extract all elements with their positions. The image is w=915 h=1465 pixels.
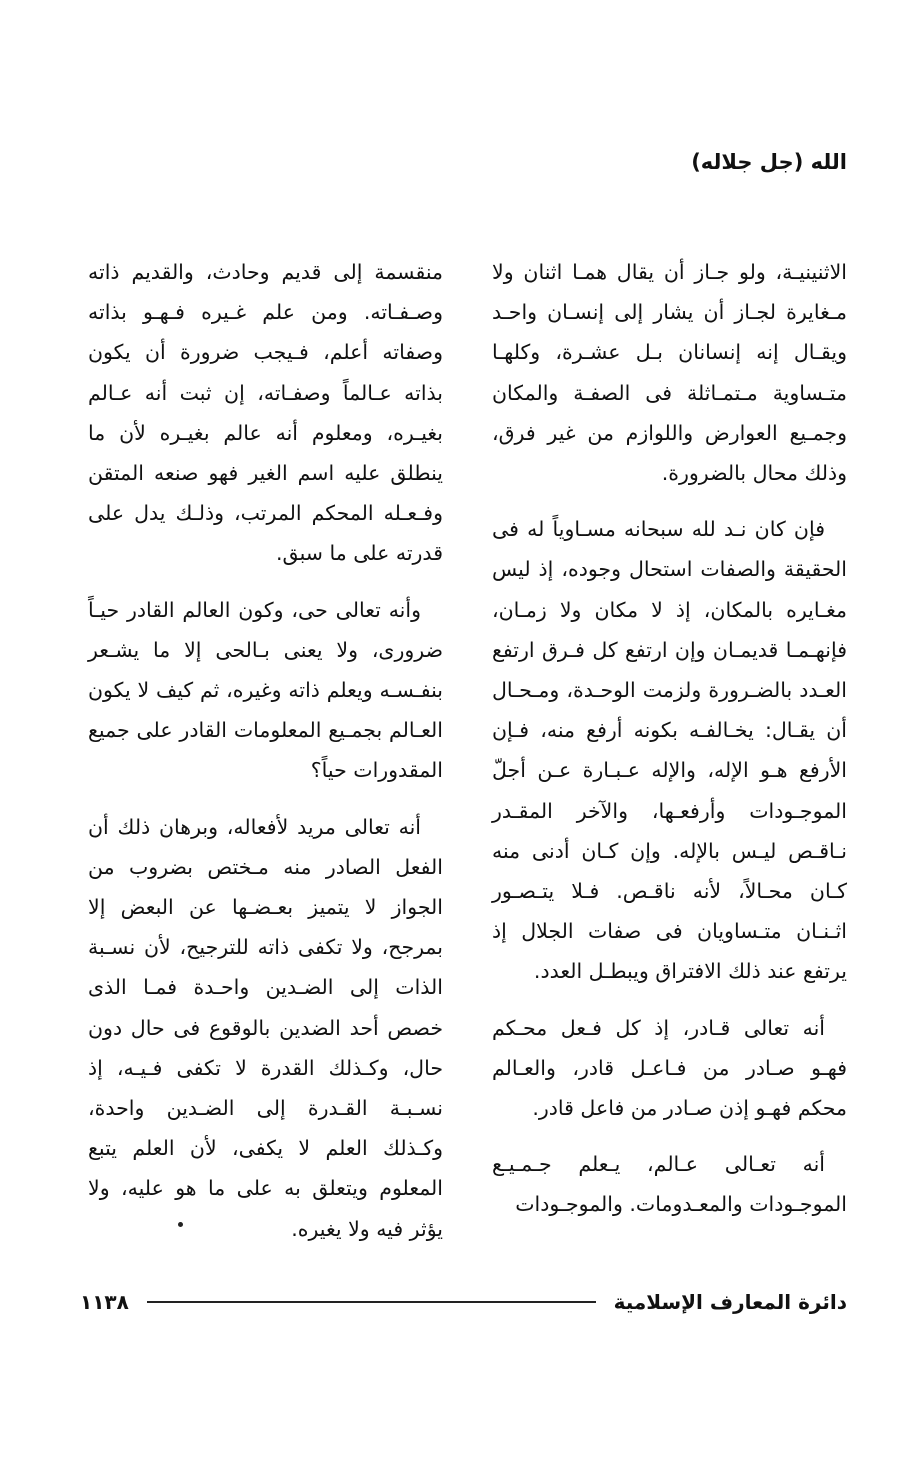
page-number: ١١٣٨: [80, 1290, 129, 1314]
left-column: [88, 252, 443, 1265]
paragraph: منقسمة إلى قديم وحادث، والقديم ذاته وصـفـاته. ومن علم غـيره فـهـو بذاته وصفاته أعلم، فـيجب ضرورة أن يكون بذاته عـالماً وصفـاته، إن ثبت أنه عـالم بغيـره، ومعلوم أنه عالم بغيـره لأن ما ينطلق عليه اسم الغير فهو صنعه المتقن وفـعـله المحكم المرتب، وذلـك يدل على قدرته على ما سبق.: [88, 260, 443, 566]
paragraph: فإن كان نـد لله سبحانه مسـاوياً له فى الحقيقة والصفات استحال وجوده، إذ ليس مغـايره بالمكان، إذ لا مكان ولا زمـان، فإنهـمـا قديمـان وإن ارتفع كل فـرق ارتفع العـدد بالضـرورة ولزمت الوحـدة، ومـحـال أن يقـال: يخـالفـه بكونه أرفع منه، فـإن الأرفع هـو الإله، والإله عـبـارة عـن أجلّ الموجـودات وأرفعـها، والآخر المقـدر نـاقـص ليـس بالإله. وإن كـان أدنى منه كـان محـالاً، لأنه ناقـص. فـلا يتـصـور اثـنـان متـساويان فى صفات الجلال إذ يرتفع عند ذلك الافتراق ويبطـل العدد.: [492, 517, 847, 984]
ink-dot: [178, 1222, 183, 1227]
publication-title: دائرة المعارف الإسلامية: [613, 1290, 847, 1314]
paragraph: أنه تعالى مريد لأفعاله، وبرهان ذلك أن الفعل الصادر منه مـختص بضروب من الجواز لا يتميز بعـضـها عن البعض إلا بمرجح، ولا تكفى ذاته للترجيح، لأن نسـبة الذات إلى الضـدين واحـدة فمـا الذى خصص أحد الضدين بالوقوع فى حال دون حال، وكـذلك القدرة لا تكفى فـيـه، إذ نسـبـة القـدرة إلى الضـدين واحدة، وكـذلك العلم لا يكفى، لأن العلم يتبع المعلوم ويتعلق به على ما هو عليه، ولا يؤثر فيه ولا يغيره.: [88, 814, 443, 1241]
right-column: [492, 252, 847, 1241]
running-header: الله (جل جلاله): [691, 150, 847, 174]
paragraph: أنه تعالى قـادر، إذ كل فـعل محـكم فهـو صـادر من فـاعـل قادر، والعـالم محكم فهـو إذن صـادر من فاعل قادر.: [492, 1015, 847, 1121]
footer-rule: [147, 1301, 596, 1303]
paragraph: الاثنينيـة، ولو جـاز أن يقال همـا اثنان ولا مـغايرة لجـاز أن يشار إلى إنسـان واحـد ويقـال إنه إنسانان بـل عشـرة، وكلهـا متـساوية مـتمـاثلة فى الصفـة والمكان وجمـيع العوارض واللوازم من غير فرق، وذلك محال بالضرورة.: [492, 260, 847, 486]
page-footer: [80, 1290, 847, 1314]
paragraph: أنه تعـالى عـالم، يـعلم جـمـيـع الموجـودات والمعـدومات. والموجـودات: [492, 1152, 847, 1217]
paragraph: وأنه تعالى حى، وكون العالم القادر حيـاً ضرورى، ولا يعنى بـالحى إلا ما يشـعر بنفـسـه ويعلم ذاته وغيره، ثم كيف لا يكون العـالم بجمـيع المعلومات القادر على جميع المقدورات حياً؟: [88, 597, 443, 783]
